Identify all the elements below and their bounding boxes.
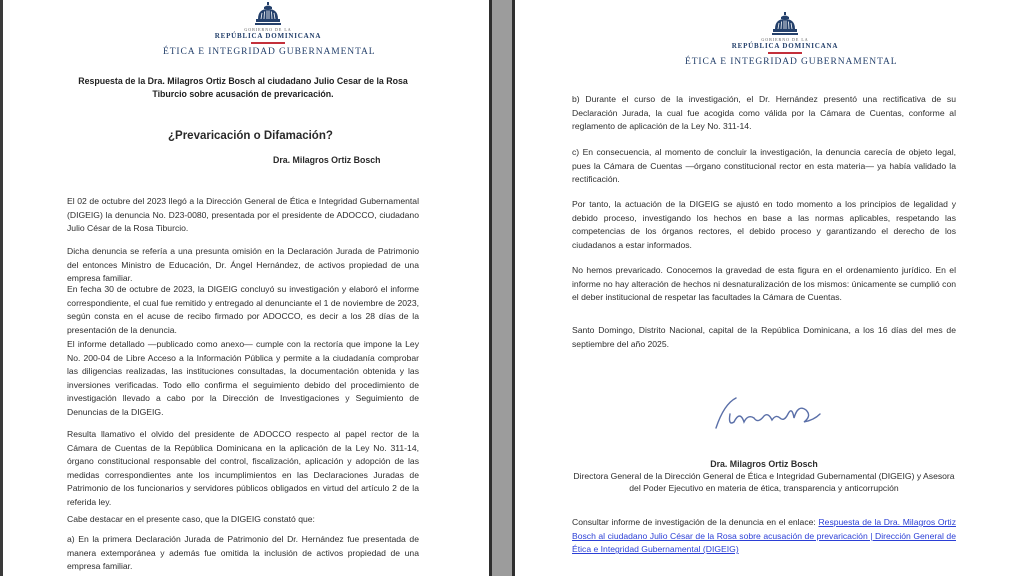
report-link[interactable]: Respuesta de la Dra. Milagros Ortiz Bosch al ciudadano Julio César de la Rosa sobre acusación de prevaricación | Dirección General de Ética e Integridad Gubernamental (DIGEIG) (572, 517, 956, 555)
paragraph: c) En consecuencia, al momento de concluir la investigación, la denuncia carecía de objeto legal, pues la Cámara de Cuentas —órgano constitucional rector en esta materia— ya había validado la rectificación. (572, 147, 956, 185)
document-page-2 (515, 0, 1024, 576)
paragraph: Dicha denuncia se refería a una presunta omisión en la Declaración Jurada de Patrimonio del entonces Ministro de Educación, Dr. Ángel Hernández, de activos propiedad de una empresa familiar. (67, 246, 419, 284)
organization-name: ÉTICA E INTEGRIDAD GUBERNAMENTAL (685, 57, 898, 67)
handwritten-signature-icon (710, 392, 840, 434)
paragraph: Por tanto, la actuación de la DIGEIG se ajustó en todo momento a los principios de legalidad y debido proceso, investigando los hechos en base a las normas aplicables, respetando las competencias de los órganos rectores, el debido proceso y garantizando el derecho de los ciudadanos a estar informados. (572, 199, 956, 250)
dome-emblem-icon (772, 12, 798, 36)
paragraph: Cabe destacar en el presente caso, que la DIGEIG constató que: (67, 514, 315, 524)
republic-label: REPÚBLICA DOMINICANA (214, 32, 322, 40)
red-accent-rule (251, 42, 285, 44)
paragraph: No hemos prevaricado. Conocemos la gravedad de esta figura en el ordenamiento jurídico. En el informe no hay alteración de hechos ni desnaturalización de los mismos: únicamente se cumplió con el deber institucional de respetar las facultades la Cámara de Cuentas. (572, 265, 956, 303)
government-label: GOBIERNO DE LA (244, 27, 292, 32)
paragraph: En fecha 30 de octubre de 2023, la DIGEIG concluyó su investigación y elaboró el informe correspondiente, el cual fue remitido y entregado al denunciante el 1 de noviembre de 2023, según consta en el acuse de recibo firmado por ADOCCO, es decir a los 28 días de la presentación de la denuncia. (67, 284, 419, 335)
signatory-title: Directora General de la Dirección General de Ética e Integridad Gubernamental (DIGEIG) y Asesora del Poder Ejecutivo en materia de ética, transparencia y anticorrupción (573, 471, 955, 493)
document-page-1 (3, 0, 489, 576)
document-headline: Respuesta de la Dra. Milagros Ortiz Bosch al ciudadano Julio Cesar de la Rosa Tiburcio sobre acusación de prevaricación. (78, 76, 408, 99)
red-accent-rule (768, 52, 802, 54)
paragraph: a) En la primera Declaración Jurada de Patrimonio del Dr. Hernández fue presentada de manera extemporánea y además fue omitida la inclusión de activos propiedad de una empresa familiar. (67, 534, 419, 572)
document-subtitle: ¿Prevaricación o Difamación? (168, 130, 333, 142)
signatory-name: Dra. Milagros Ortiz Bosch (710, 459, 818, 469)
letterhead-logo (685, 12, 898, 68)
signature-block (572, 458, 956, 494)
consult-paragraph (572, 516, 956, 557)
consult-text: Consultar informe de investigación de la denuncia en el enlace: (572, 517, 819, 527)
paragraph: b) Durante el curso de la investigación, el Dr. Hernández presentó una rectificativa de su Declaración Jurada, la cual fue acogida como válida por la Cámara de Cuentas, conforme al reglamento de aplicación de la Ley No. 311-14. (572, 94, 956, 132)
government-label: GOBIERNO DE LA (761, 37, 809, 42)
organization-name: ÉTICA E INTEGRIDAD GUBERNAMENTAL (163, 47, 376, 57)
republic-label: REPÚBLICA DOMINICANA (731, 42, 839, 50)
dome-emblem-icon (255, 2, 281, 26)
paragraph: El 02 de octubre del 2023 llegó a la Dirección General de Ética e Integridad Gubernamental (DIGEIG) la denuncia No. D23-0080, presentada por el presidente de ADOCCO, ciudadano Julio César de la Rosa Tiburcio. (67, 196, 419, 234)
page-separator (489, 0, 515, 576)
paragraph: El informe detallado —publicado como anexo— cumple con la rectoría que impone la Ley No. 200-04 de Libre Acceso a la Información Pública y permite a la ciudadanía comprobar las diligencias realizadas, las instituciones consultadas, la documentación obtenida y las inversiones verificadas. Todo ello confirma el seguimiento debido del procedimiento de investigación llevado a cabo por la Dirección de Investigaciones y Seguimiento de Denuncias de la DIGEIG. (67, 339, 419, 417)
author-byline: Dra. Milagros Ortiz Bosch (273, 155, 381, 165)
paragraph: Resulta llamativo el olvido del presidente de ADOCCO respecto al papel rector de la Cámara de Cuentas de la República Dominicana en la aplicación de la Ley No. 311-14, órgano constitucional responsable del control, fiscalización, aplicación y adopción de las medidas correspondientes ante los incumplimientos en las Declaraciones Juradas de Patrimonio de los funcionarios y servidores públicos obligados en virtud del artículo 2 de la referida ley. (67, 429, 419, 507)
letterhead-logo (163, 2, 376, 58)
paragraph: Santo Domingo, Distrito Nacional, capital de la República Dominicana, a los 16 días del mes de septiembre del año 2025. (572, 325, 956, 349)
